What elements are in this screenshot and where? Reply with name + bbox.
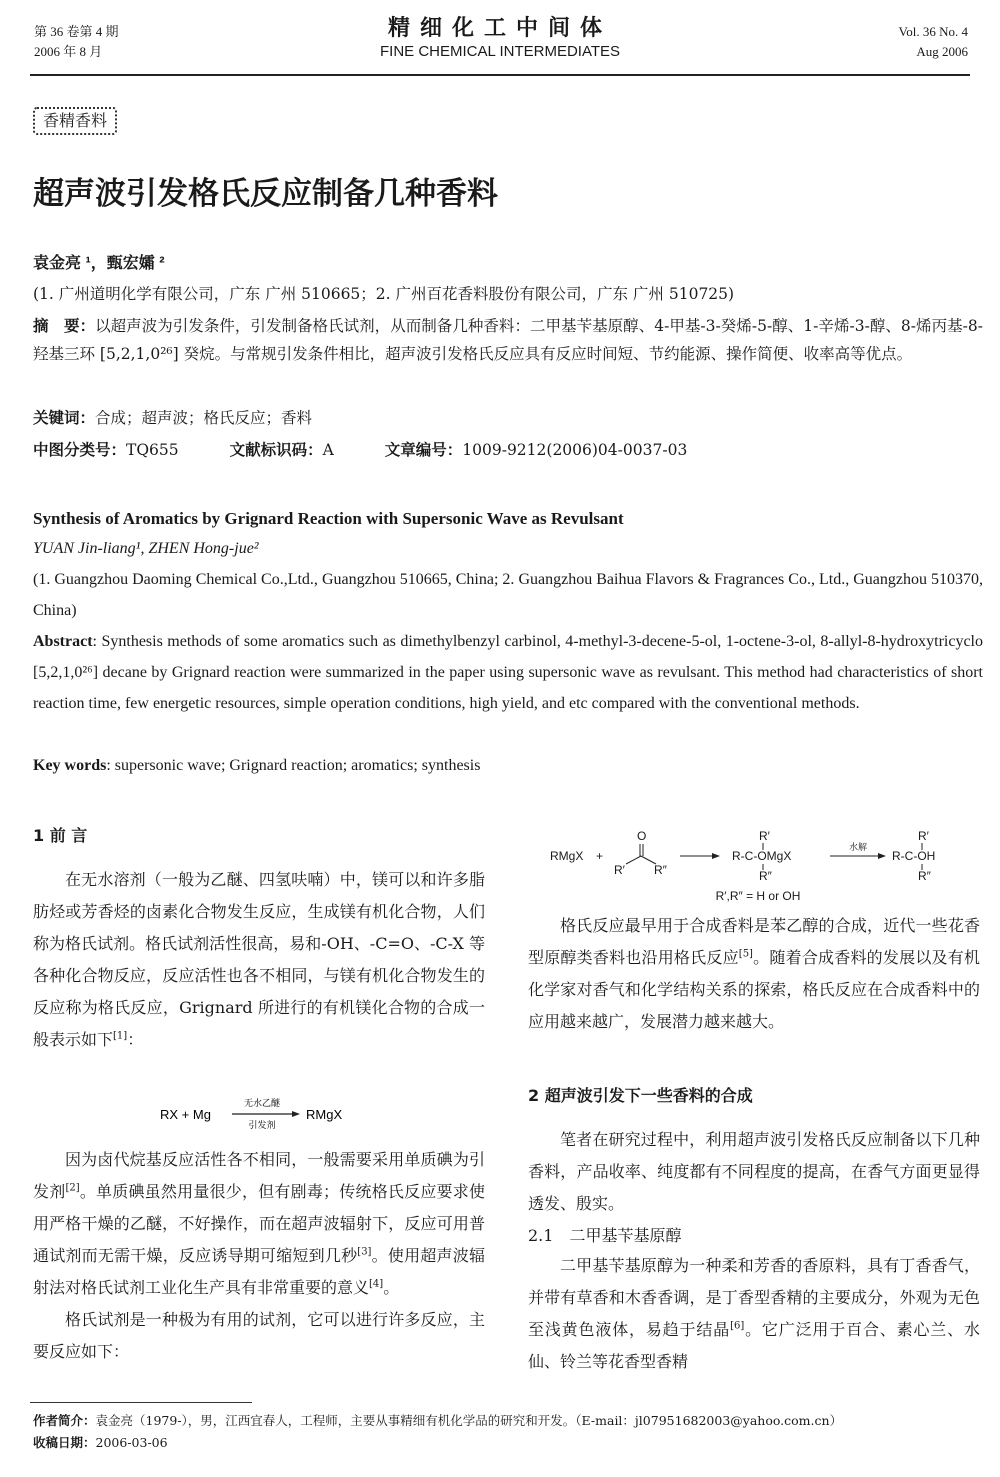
scheme-prod-top: R′ [918, 829, 929, 843]
scheme-r1: R′ [614, 863, 625, 877]
scheme-mid-top: R′ [759, 829, 770, 843]
authors-en: YUAN Jin-liang¹, ZHEN Hong-jue² [33, 540, 259, 557]
affiliation-cn: (1. 广州道明化学有限公司，广东 广州 510665；2. 广州百花香料股份有限公司，广东 广州 510725) [33, 285, 735, 303]
scheme-arrow-1-head [712, 853, 720, 859]
title-en: Synthesis of Aromatics by Grignard Reaction with Supersonic Wave as Revulsant [33, 509, 624, 528]
equation-right: RMgX [306, 1107, 343, 1122]
doc-code-label: 文献标识码： [229, 441, 323, 459]
footnote [33, 1410, 842, 1454]
keywords-cn-label: 关键词： [33, 409, 96, 427]
reaction-scheme [540, 824, 980, 906]
section-2-paragraph-1 [528, 1124, 980, 1220]
journal-masthead [300, 14, 700, 62]
scheme-r2: R″ [654, 863, 667, 877]
section-1-title: 1 前 言 [33, 826, 88, 845]
paragraph-text: 因为卤代烷基反应活性各不相同，一般需要采用单质碘为引发剂 [33, 1150, 485, 1201]
section-1-paragraph-2 [33, 1144, 485, 1368]
issue-date-en: Aug 2006 [916, 44, 968, 59]
scheme-arrow-label: 水解 [848, 843, 868, 853]
author-bio-label: 作者简介： [33, 1413, 96, 1428]
paragraph-text: 格氏反应最早用于合成香料是苯乙醇的合成，近代一些花香型原醇类香料也沿用格氏反应 [528, 916, 980, 967]
paragraph-text: 二甲基苄基原醇为一种柔和芳香的香原料，具有丁香香气，并带有草香和木香香调，是丁香型香精的主要成分，外观为无色至浅黄色液体，易趋于结晶 [528, 1256, 980, 1339]
scheme-reagent: RMgX [550, 849, 584, 863]
article-no-label: 文章编号： [384, 441, 463, 459]
arrow-head [292, 1111, 300, 1117]
paragraph-text: 笔者在研究过程中，利用超声波引发格氏反应制备以下几种香料，产品收率、纯度都有不同程度的提高，在香气方面更显得透发、殷实。 [528, 1130, 980, 1213]
scheme-prod-chain: R-C-OH [892, 849, 936, 863]
paragraph-text: 。 [383, 1278, 400, 1297]
paragraph-text: 。它广泛用于百合、素心兰、水仙、铃兰等花香型香精 [528, 1320, 980, 1371]
issue-volume-en: Vol. 36 No. 4 [898, 24, 968, 39]
abstract-cn-label: 摘 要： [33, 317, 96, 335]
issue-date: 2006 年 8 月 [34, 44, 103, 59]
equation-condition-below: 引发剂 [248, 1121, 276, 1131]
scheme-plus: + [596, 849, 604, 863]
equation-left: RX + Mg [160, 1107, 211, 1122]
issue-info [34, 22, 119, 62]
keywords-en-label: Key words [33, 757, 107, 774]
issue-volume: 第 36 卷第 4 期 [34, 24, 119, 39]
equation-condition-above: 无水乙醚 [243, 1099, 281, 1109]
page-title: 超声波引发格氏反应制备几种香料 [33, 176, 498, 211]
paragraph-text: 。单质碘虽然用量很少，但有剧毒；传统格氏反应要求使用严格干燥的乙醚，不好操作，而在超声波辐射下，反应可用普通试剂而无需干燥，反应诱导期可缩短到几秒 [33, 1182, 485, 1265]
received-date-label: 收稿日期： [33, 1435, 96, 1450]
subsection-2-1-paragraph [528, 1250, 980, 1378]
citation-ref: [3] [357, 1246, 372, 1258]
citation-ref: [5] [738, 948, 753, 960]
journal-name-en: FINE CHEMICAL INTERMEDIATES [379, 43, 621, 60]
author-bio [33, 1410, 842, 1432]
abstract-en [33, 626, 983, 719]
journal-name-cn: 精细化工中间体 [387, 15, 612, 41]
received-date-value: 2006-03-06 [95, 1435, 168, 1450]
keywords-en [33, 750, 983, 781]
abstract-en-text: : Synthesis methods of some aromatics such as dimethylbenzyl carbinol, 4-methyl-3-decene-5-ol, 1-octene-3-ol, 8-allyl-8-hydroxytricyclo [5,2,1,0²⁶] decane by Grignard reaction were summarized in the paper using supersonic wave as revulsant. This method had characteristics of short reaction time, few energetic resources, simple operation conditions, high yield, and etc compared with the conventional methods. [33, 633, 983, 712]
citation-ref: [2] [65, 1182, 80, 1194]
keywords-en-text: : supersonic wave; Grignard reaction; aromatics; synthesis [106, 757, 481, 774]
grignard-equation [120, 1094, 420, 1134]
scheme-caption: R′,R″ = H or OH [715, 889, 801, 903]
scheme-carbonyl-oxygen: O [637, 829, 647, 843]
citation-ref: [6] [730, 1320, 745, 1332]
keywords-cn [33, 404, 983, 432]
column-tag: 香精香料 [33, 107, 117, 135]
clc-value: TQ655 [126, 441, 179, 459]
carbonyl-bond-left [626, 856, 641, 864]
keywords-cn-text: 合成；超声波；格氏反应；香料 [95, 409, 313, 427]
header-rule [30, 74, 970, 76]
scheme-arrow-2-head [878, 853, 886, 859]
paragraph-text: ： [127, 1030, 144, 1049]
citation-ref: [4] [369, 1278, 384, 1290]
section-2-heading [528, 1080, 980, 1112]
subsection-2-1-title: 2.1 二甲基苄基原醇 [528, 1226, 682, 1245]
scheme-mid-bottom: R″ [759, 869, 772, 883]
citation-ref: [1] [113, 1030, 128, 1042]
article-no-value: 1009-9212(2006)04-0037-03 [462, 441, 688, 459]
section-2-title: 2 超声波引发下一些香料的合成 [528, 1086, 753, 1105]
classification-line [33, 436, 983, 464]
doc-code-value: A [322, 441, 334, 459]
affiliation-en: (1. Guangzhou Daoming Chemical Co.,Ltd., Guangzhou 510665, China; 2. Guangzhou Baihua Flavors & Fragrances Co., Ltd., Guangzhou 510370, China) [33, 571, 983, 619]
received-date [33, 1432, 842, 1454]
paragraph-text: 格氏试剂是一种极为有用的试剂，它可以进行许多反应，主要反应如下： [33, 1310, 485, 1361]
section-1-paragraph-1 [33, 864, 485, 1056]
scheme-mid-chain: R-C-OMgX [732, 849, 792, 863]
section-1-paragraph-3 [528, 910, 980, 1038]
footnote-rule [30, 1402, 252, 1403]
authors-cn: 袁金亮 ¹，甄宏孀 ² [33, 255, 165, 272]
paragraph-text: 。随着合成香料的发展以及有机化学家对香气和化学结构关系的探索，格氏反应在合成香料中的应用越来越广，发展潜力越来越大。 [528, 948, 980, 1031]
paragraph-text: 在无水溶剂（一般为乙醚、四氢呋喃）中，镁可以和许多脂肪烃或芳香烃的卤素化合物发生反应，生成镁有机化合物，人们称为格氏试剂。格氏试剂活性很高，易和-OH、-C=O、-C-X 等各种化合物反应，反应活性也各不相同，与镁有机化合物发生的反应称为格氏反应，Grignard 所进行的有机镁化合物的合成一般表示如下 [33, 870, 485, 1049]
abstract-en-label: Abstract [33, 633, 93, 650]
scheme-prod-bottom: R″ [918, 869, 931, 883]
abstract-cn [33, 312, 983, 368]
section-1-heading [33, 820, 485, 852]
subsection-2-1-heading [528, 1220, 980, 1252]
issue-info-en [899, 22, 968, 62]
author-bio-text: 袁金亮（1979-），男，江西宜春人，工程师，主要从事精细有机化学品的研究和开发。（E-mail：jl07951682003@yahoo.com.cn） [95, 1413, 843, 1428]
clc-label: 中图分类号： [33, 441, 127, 459]
abstract-cn-text: 以超声波为引发条件，引发制备格氏试剂，从而制备几种香料：二甲基苄基原醇、4-甲基-3-癸烯-5-醇、1-辛烯-3-醇、8-烯丙基-8-羟基三环 [5,2,1,0²⁶] 癸烷。与常规引发条件相比，超声波引发格氏反应具有反应时间短、节约能源、操作简便、收率高等优点。 [33, 317, 983, 363]
paragraph-text: 。使用超声波辐射法对格氏试剂工业化生产具有非常重要的意义 [33, 1246, 485, 1297]
